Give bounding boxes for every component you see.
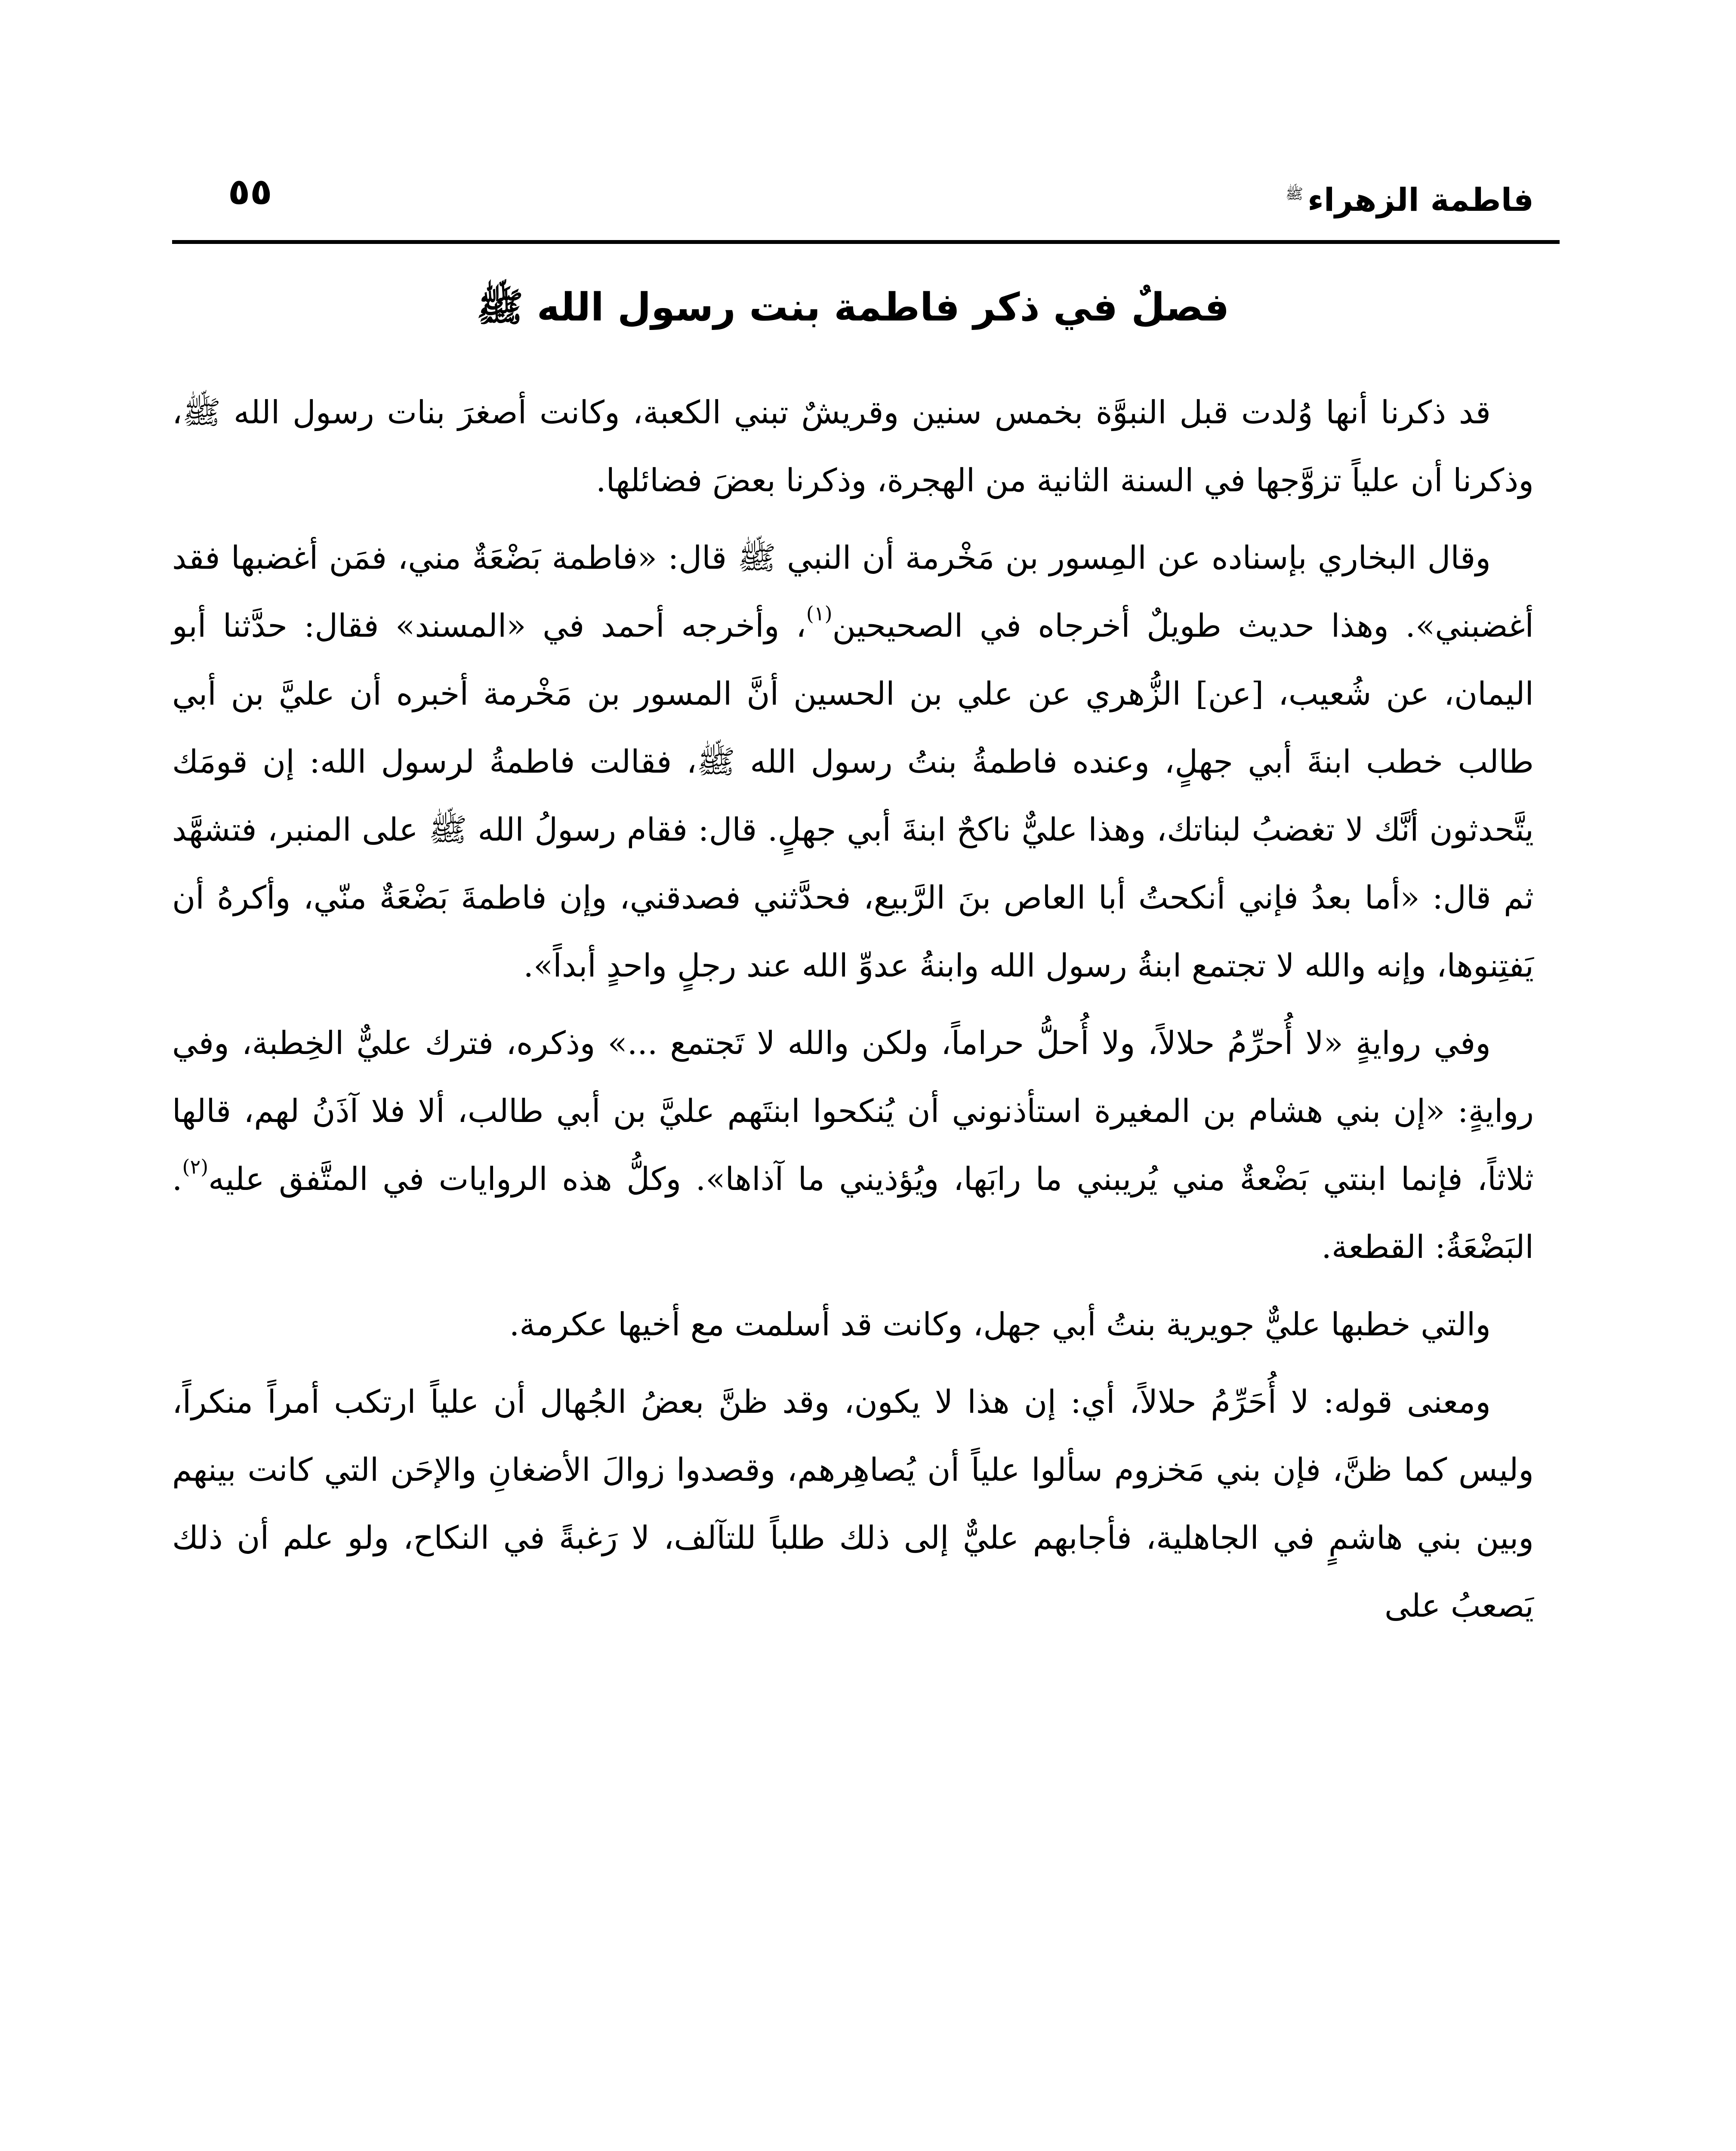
paragraph-5 [172, 1368, 1534, 1640]
footnote-reference-2: (٢) [182, 1155, 209, 1178]
paragraph-text: والتي خطبها عليٌّ جويرية بنتُ أبي جهل، وكانت قد أسلمت مع أخيها عكرمة. [509, 1306, 1491, 1343]
running-header [172, 155, 1534, 228]
paragraph-text: قد ذكرنا أنها وُلدت قبل النبوَّة بخمس سنين وقريشٌ تبني الكعبة، وكانت أصغرَ بنات رسول الله ﷺ، وذكرنا أن علياً تزوَّجها في السنة الثانية من الهجرة، وذكرنا بعضَ فضائلها. [172, 394, 1534, 499]
page-number: ٥٥ [228, 170, 272, 213]
paragraph-2 [172, 524, 1534, 1000]
paragraph-3 [172, 1009, 1534, 1281]
honorific-mark: ﷺ [1286, 185, 1304, 203]
paragraph-text: ومعنى قوله: لا أُحَرِّمُ حلالاً، أي: إن هذا لا يكون، وقد ظنَّ بعضُ الجُهال أن علياً ارتكب أمراً منكراً، وليس كما ظنَّ، فإن بني مَخزوم سألوا علياً أن يُصاهِرهم، وقصدوا زوالَ الأضغانِ والإحَن التي كانت بينهم وبين بني هاشمٍ في الجاهلية، فأجابهم عليٌّ إلى ذلك طلباً للتآلف، لا رَغبةً في النكاح، ولو علم أن ذلك يَصعبُ على [172, 1384, 1534, 1624]
footnote-reference-1: (١) [806, 602, 833, 625]
paragraph-1 [172, 379, 1534, 515]
paragraph-text: وقال البخاري بإسناده عن المِسور بن مَخْرمة أن النبي ﷺ قال: «فاطمة بَضْعَةٌ مني، فمَن أغضبها فقد أغضبني». وهذا حديث طويلٌ أخرجاه في الصحيحين [172, 539, 1534, 644]
paragraph-text: وفي روايةٍ «لا أُحرِّمُ حلالاً، ولا أُحلُّ حراماً، ولكن والله لا تَجتمع ...» وذكره، فترك عليٌّ الخِطبة، وفي روايةٍ: «إن بني هشام بن المغيرة استأذنوني أن يُنكحوا ابنتَهم عليَّ بن أبي طالب، ألا فلا آذَنُ لهم، قالها ثلاثاً، فإنما ابنتي بَضْعةٌ مني يُريبني ما رابَها، ويُؤذيني ما آذاها». وكلُّ هذه الروايات في المتَّفق عليه [172, 1025, 1534, 1198]
chapter-heading: فصلٌ في ذكر فاطمة بنت رسول الله ﷺ [476, 285, 1230, 330]
book-title-text: فاطمة الزهراء [1307, 182, 1534, 219]
body-text [172, 379, 1534, 1649]
paragraph-4 [172, 1291, 1534, 1359]
header-book-title [1286, 182, 1534, 219]
paragraph-text: ، وأخرجه أحمد في «المسند» فقال: حدَّثنا أبو اليمان، عن شُعيب، [عن] الزُّهري عن علي بن الحسين أنَّ المسور بن مَخْرمة أخبره أن عليَّ بن أبي طالب خطب ابنةَ أبي جهلٍ، وعنده فاطمةُ بنتُ رسول الله ﷺ، فقالت فاطمةُ لرسول الله: إن قومَك يتَّحدثون أنَّك لا تغضبُ لبناتك، وهذا عليٌّ ناكحٌ ابنةَ أبي جهلٍ. قال: فقام رسولُ الله ﷺ على المنبر، فتشهَّد ثم قال: «أما بعدُ فإني أنكحتُ أبا العاص بنَ الرَّبيع، فحدَّثني فصدقني، وإن فاطمةَ بَضْعَةٌ منّي، وأكرهُ أن يَفتِنوها، وإنه والله لا تجتمع ابنةُ رسول الله وابنةُ عدوِّ الله عند رجلٍ واحدٍ أبداً». [172, 607, 1534, 984]
paragraph-text: . البَضْعَةُ: القطعة. [172, 1161, 1534, 1266]
header-rule [172, 240, 1560, 244]
